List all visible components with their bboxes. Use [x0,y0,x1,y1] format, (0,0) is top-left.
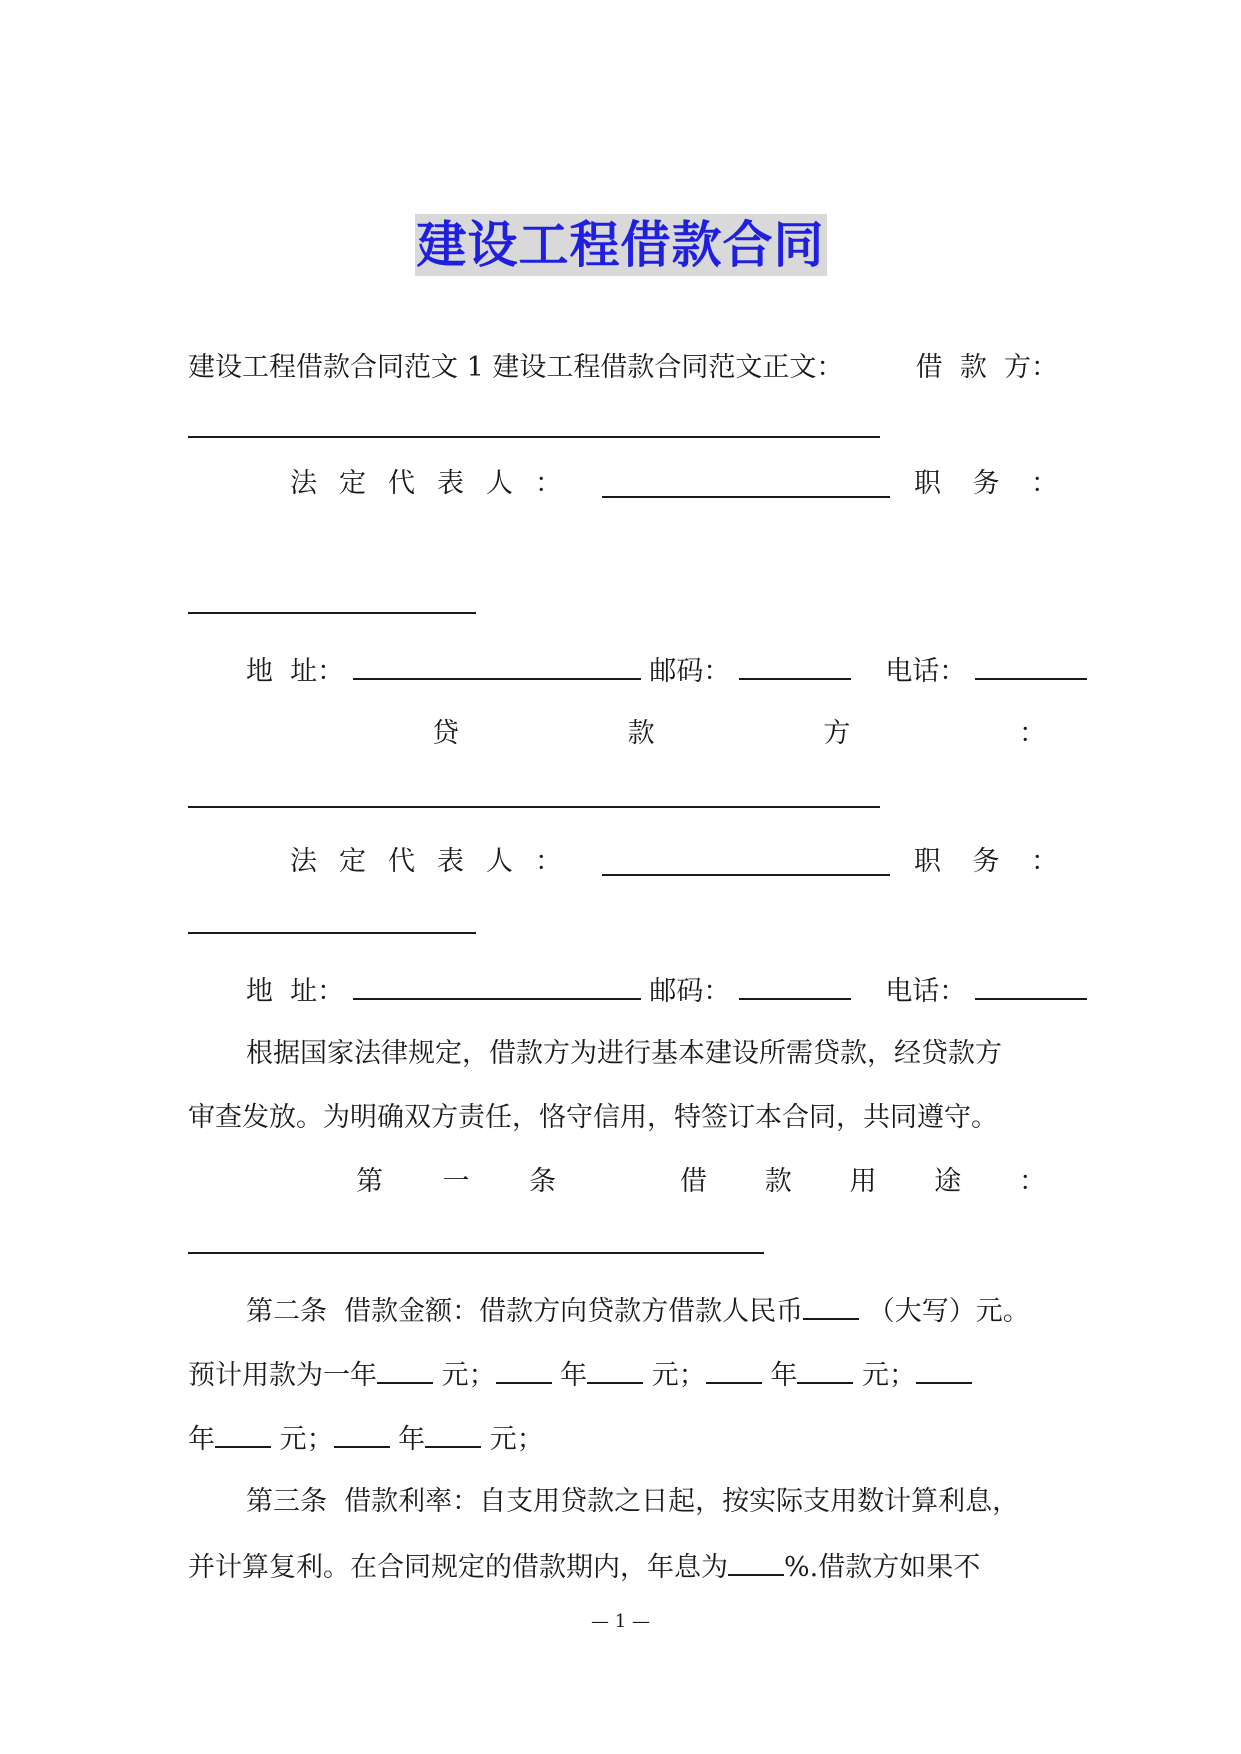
lender-char: 款 [627,718,655,749]
borrower-label: 借 款 方： [915,352,1058,383]
basis-line-1 [246,1034,1116,1074]
tel-blank [975,650,1087,680]
document-title: 建设工程借款合同 [416,216,825,274]
duty-char: ： [1031,846,1058,877]
duty-blank [188,932,476,934]
lender-char: ： [1018,718,1046,749]
rep-char: 代 [388,846,415,877]
art1-char: 途 [934,1166,962,1197]
year-blank [916,1354,972,1384]
year-blank [496,1354,552,1384]
year-word: 年 [389,1424,426,1455]
zip-label: 邮码： [649,976,731,1007]
borrower-address-line [246,650,1058,690]
rep-char: ： [535,468,562,499]
lender-rep-line [290,842,1058,882]
article-1-line [356,1162,1046,1202]
rep-char: 表 [437,846,464,877]
rep-char: 定 [339,846,366,877]
intro-text: 建设工程借款合同范文 1 建设工程借款合同范文正文： [188,352,844,383]
duty-char: ： [1031,468,1058,499]
year-word: 年 [551,1360,588,1391]
year-blank [587,1354,643,1384]
article-3-line-2 [188,1546,1058,1586]
rep-blank [602,874,890,876]
lender-char: 贷 [432,718,459,749]
tel-label: 电话： [885,656,967,687]
addr-label: 地 址： [246,656,345,687]
title-wrap [0,214,1241,276]
article-2-line-1 [246,1290,1066,1330]
yuan-sep: 元； [481,1424,544,1455]
year-blank [377,1354,433,1384]
duty-char: 务 [972,846,1000,877]
duty-char: 务 [972,468,1000,499]
yuan-sep: 元； [853,1360,916,1391]
rep-char: 代 [388,468,415,499]
rep-blank [602,496,890,498]
art2-text: （大写）元。 [859,1296,1030,1327]
rep-char: 人 [486,468,513,499]
rep-char: ： [535,846,562,877]
art2-text: 第二条 借款金额：借款方向贷款方借款人民币 [246,1296,804,1327]
zip-label: 邮码： [649,656,731,687]
rate-blank [728,1546,784,1576]
art1-char: 款 [764,1166,792,1197]
art1-char: 一 [442,1166,470,1197]
rep-char: 定 [339,468,366,499]
year-blank [706,1354,762,1384]
lender-line [432,714,1046,754]
art3-text: %.借款方如果不 [784,1552,981,1583]
art1-char: 借 [680,1166,707,1197]
basis-text: 审查发放。为明确双方责任，恪守信用，特签订本合同，共同遵守。 [188,1102,998,1133]
art1-char: 条 [529,1166,556,1197]
lender-address-line [246,970,1058,1010]
basis-line-2 [188,1098,1058,1138]
yuan-sep: 元； [433,1360,496,1391]
addr-blank [353,970,641,1000]
lender-char: 方 [823,718,851,749]
zip-blank [739,970,851,1000]
tel-blank [975,970,1087,1000]
article-3-line-1 [246,1482,1116,1522]
intro-line [188,348,1058,388]
rep-char: 法 [290,846,317,877]
addr-blank [353,650,641,680]
art3-text: 并计算复利。在合同规定的借款期内，年息为 [188,1552,728,1583]
year-blank [334,1418,390,1448]
duty-blank [188,612,476,614]
year-word: 年 [761,1360,798,1391]
rep-char: 法 [290,468,317,499]
addr-label: 地 址： [246,976,345,1007]
year-word: 年 [188,1424,215,1455]
purpose-blank [188,1252,764,1254]
duty-char: 职 [914,846,941,877]
duty-char: 职 [914,468,941,499]
borrower-blank [188,436,880,438]
borrower-rep-line [290,464,1058,504]
art2-text: 预计用款为一年 [188,1360,377,1391]
rep-char: 人 [486,846,513,877]
lender-blank [188,806,880,808]
year-blank [425,1418,481,1448]
amount-blank [803,1290,859,1320]
art1-char: 第 [356,1166,383,1197]
year-blank [797,1354,853,1384]
art1-char: ： [1019,1166,1046,1197]
page-number: — 1 — [591,1611,650,1632]
basis-text: 根据国家法律规定，借款方为进行基本建设所需贷款，经贷款方 [246,1038,1002,1069]
year-blank [215,1418,271,1448]
zip-blank [739,650,851,680]
article-2-line-2 [188,1354,1058,1394]
yuan-sep: 元； [643,1360,706,1391]
art1-char: 用 [849,1166,877,1197]
rep-char: 表 [437,468,464,499]
tel-label: 电话： [885,976,967,1007]
article-2-line-3 [188,1418,1058,1458]
art3-text: 第三条 借款利率：自支用贷款之日起，按实际支用数计算利息， [246,1486,1020,1517]
yuan-sep: 元； [271,1424,334,1455]
